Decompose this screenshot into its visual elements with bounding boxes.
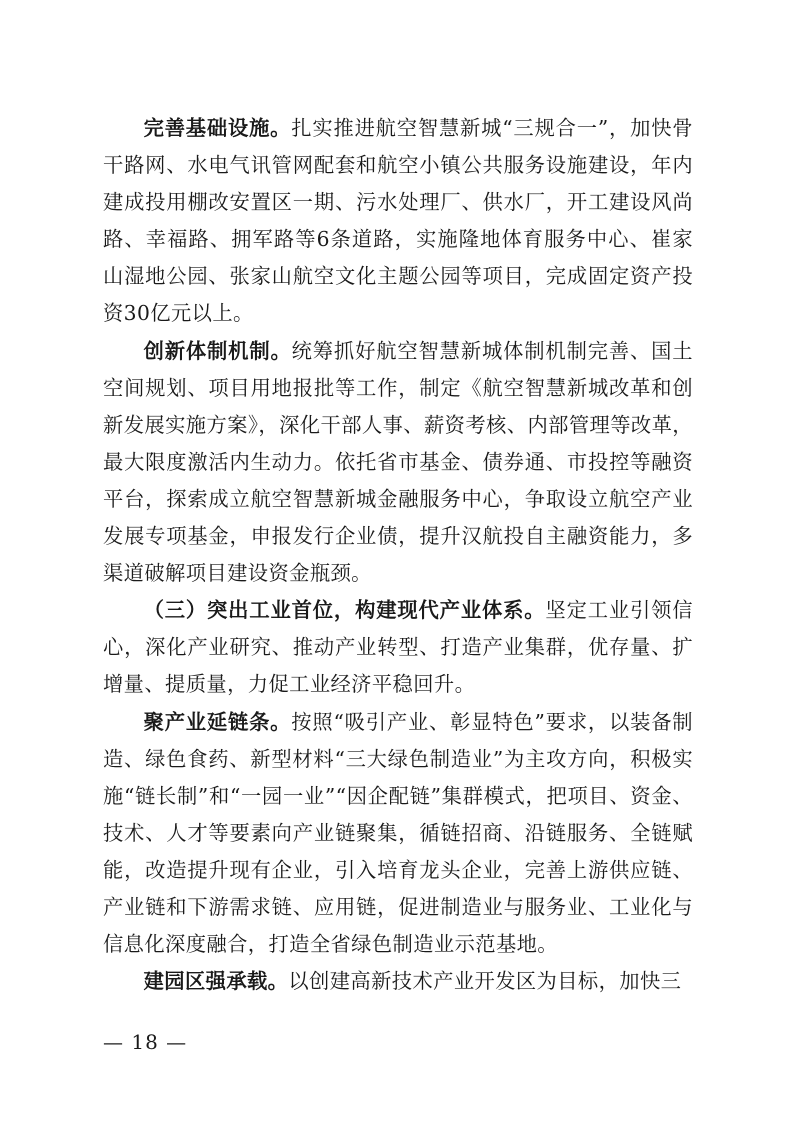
paragraph-body: 以创建高新技术产业开发区为目标，加快三 bbox=[288, 969, 682, 994]
paragraph-body: 扎实推进航空智慧新城“三规合一”，加快骨干路网、水电气讯管网配套和航空小镇公共服务设施建设，年内建成投用棚改安置区一期、污水处理厂、供水厂，开工建设风尚路、幸福路、拥军路等6条道路，实施隆地体育服务中心、崔家山湿地公园、张家山航空文化主题公园等项目，完成固定资产投资30亿元以上。 bbox=[103, 116, 693, 326]
paragraph-institutional-reform bbox=[103, 333, 693, 593]
paragraph-heading: 创新体制机制。 bbox=[143, 338, 292, 363]
paragraph-heading: 完善基础设施。 bbox=[143, 116, 292, 140]
paragraph-body: 按照“吸引产业、彰显特色”要求，以装备制造、绿色食药、新型材料“三大绿色制造业”为主攻方向，积极实施“链长制”和“一园一业”“因企配链”集群模式，把项目、资金、技术、人才等要素向产业链聚集，循链招商、沿链服务、全链赋能，改造提升现有企业，引入培育龙头企业，完善上游供应链、产业链和下游需求链、应用链，促进制造业与服务业、工业化与信息化深度融合，打造全省绿色制造业示范基地。 bbox=[103, 709, 693, 957]
paragraph-industry-chain bbox=[103, 704, 693, 964]
section-heading: （三）突出工业首位，构建现代产业体系。 bbox=[143, 598, 546, 623]
paragraph-heading: 聚产业延链条。 bbox=[143, 709, 292, 734]
body-text bbox=[103, 110, 693, 1000]
paragraph-heading: 建园区强承载。 bbox=[143, 969, 289, 994]
page-number: — 18 — bbox=[103, 1030, 188, 1054]
paragraph-body: 统筹抓好航空智慧新城体制机制完善、国土空间规划、项目用地报批等工作，制定《航空智慧新城改革和创新发展实施方案》，深化干部人事、薪资考核、内部管理等改革，最大限度激活内生动力。依托省市基金、债券通、市投控等融资平台，探索成立航空智慧新城金融服务中心，争取设立航空产业发展专项基金，申报发行企业债，提升汉航投自主融资能力，多渠道破解项目建设资金瓶颈。 bbox=[103, 338, 693, 586]
paragraph-section-three bbox=[103, 592, 693, 703]
paragraph-body: 坚定工业引领信心，深化产业研究、推动产业转型、打造产业集群，优存量、扩增量、提质量，力促工业经济平稳回升。 bbox=[103, 598, 693, 697]
paragraph-industrial-park bbox=[103, 963, 693, 1000]
paragraph-infrastructure bbox=[103, 110, 693, 333]
